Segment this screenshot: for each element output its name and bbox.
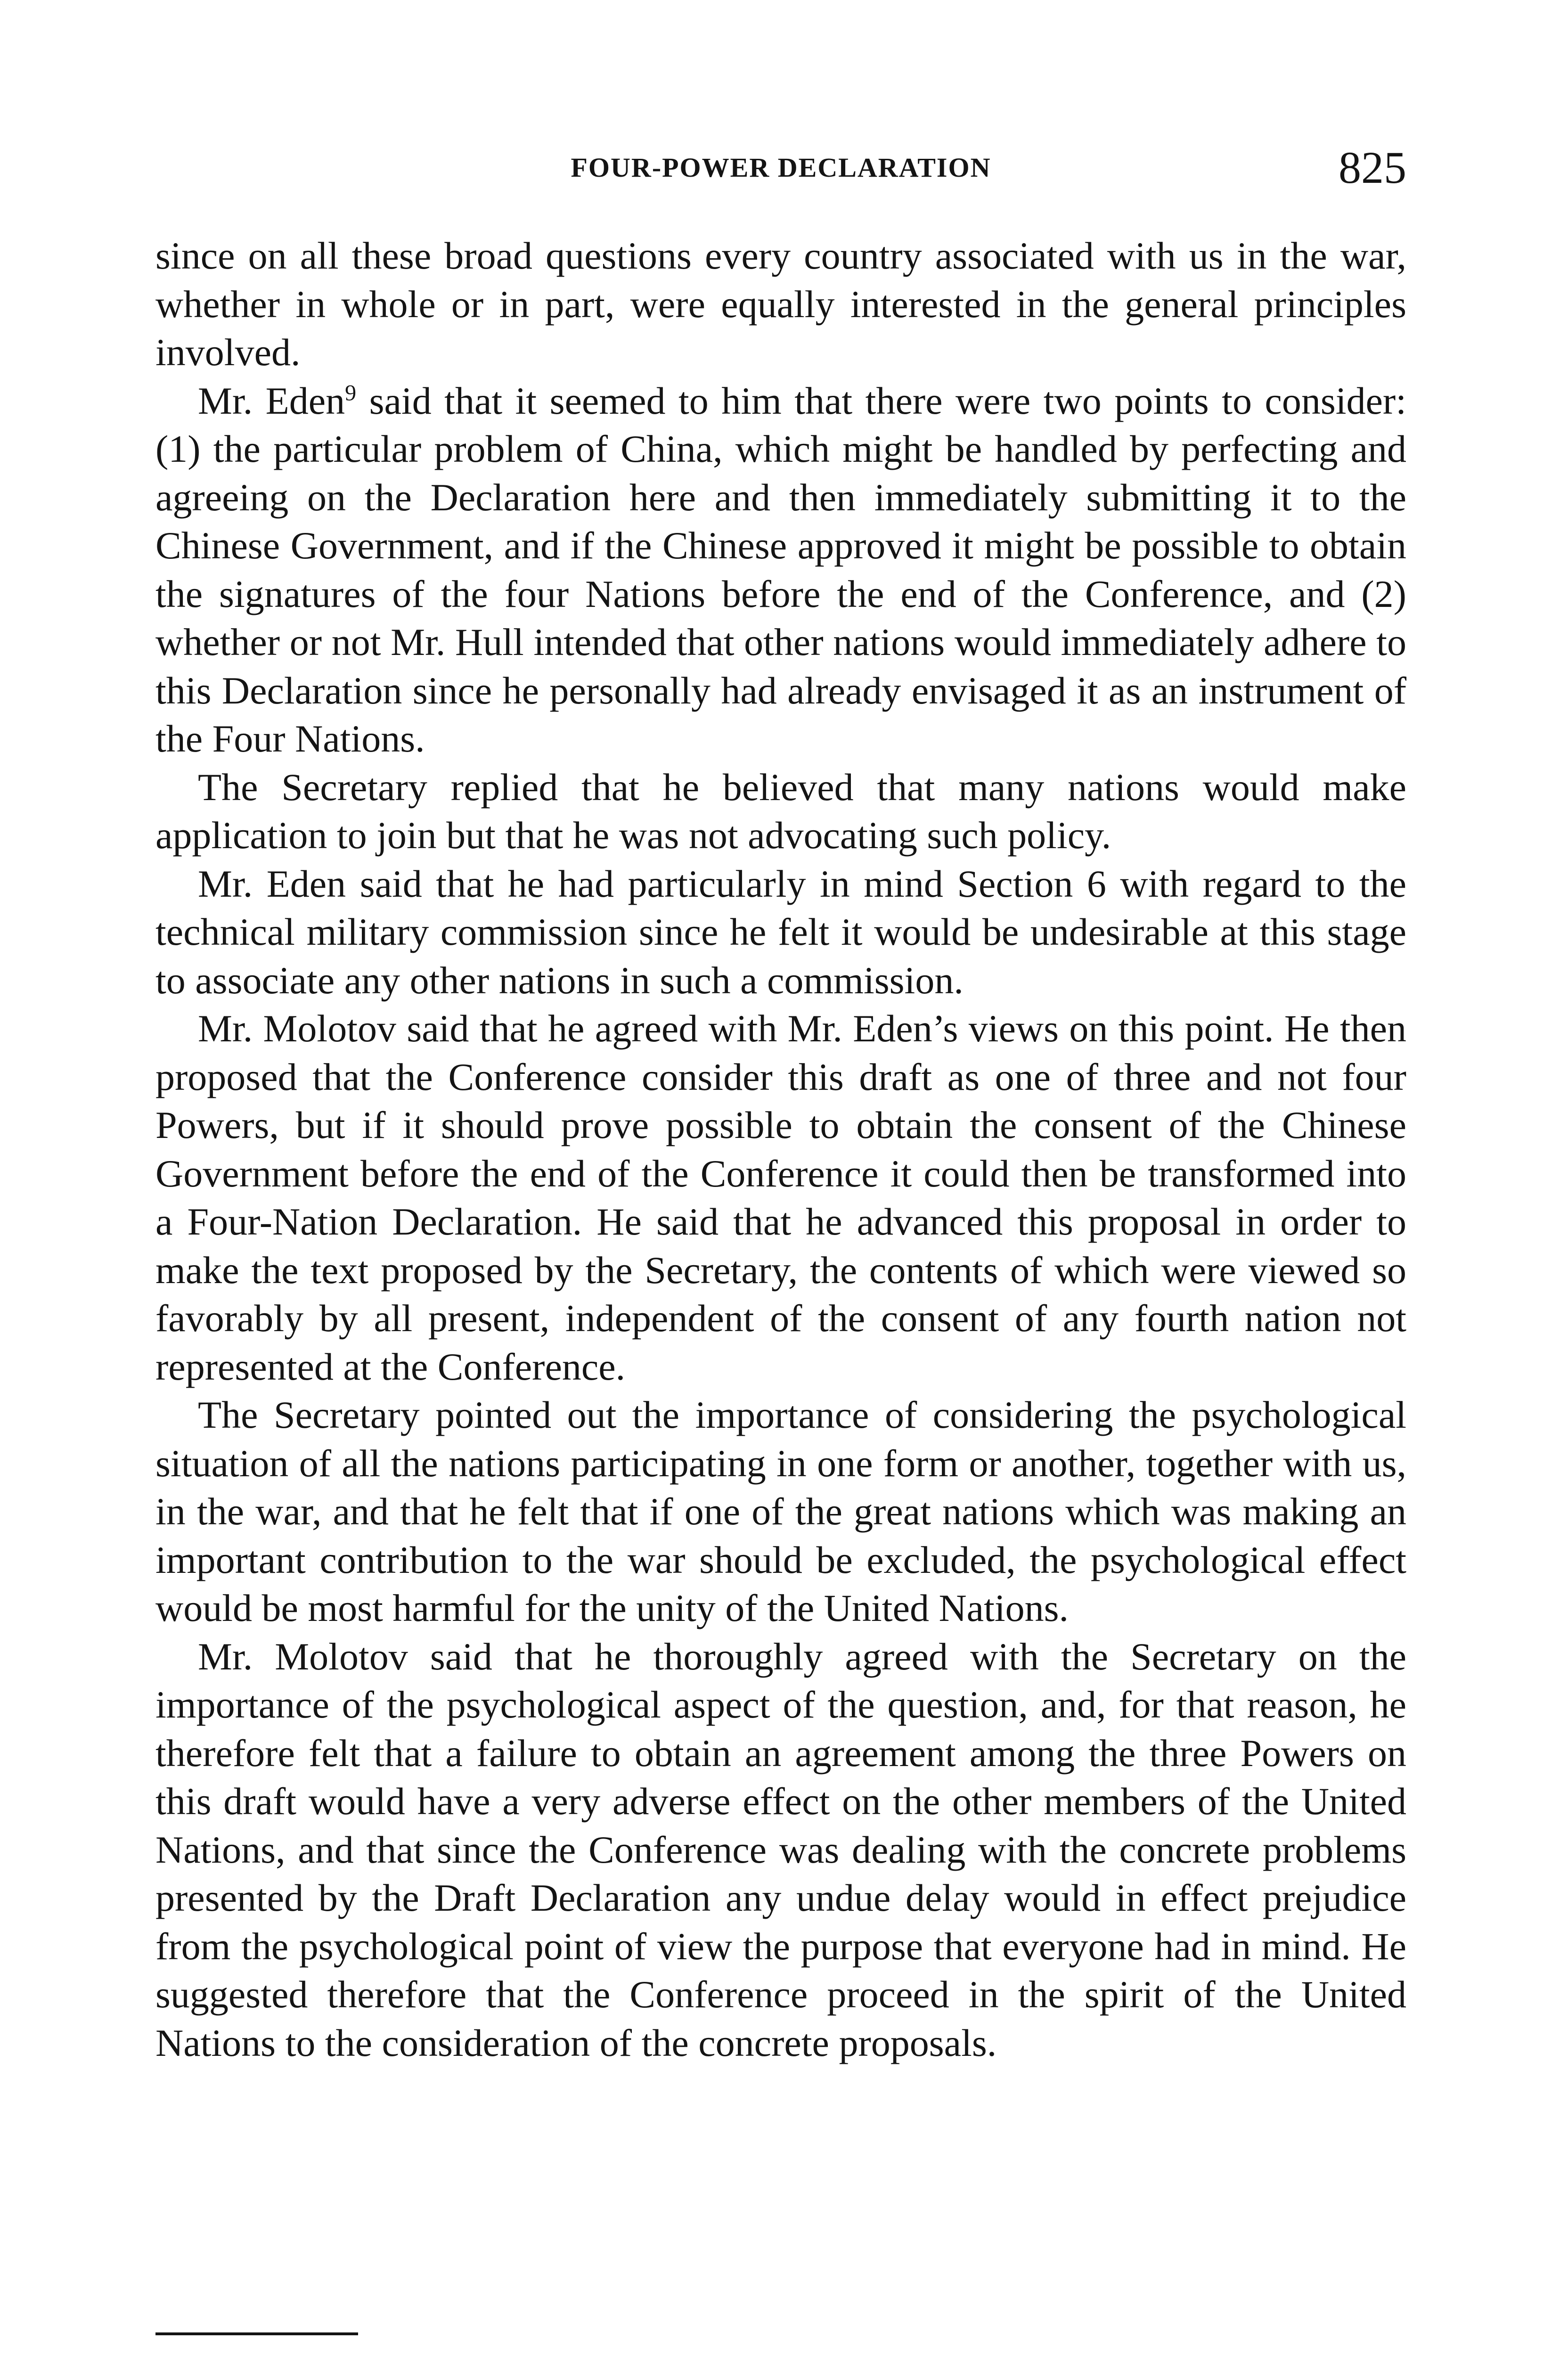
paragraph-continuation: since on all these broad questions every country associated with us in the war, whether in whole or in part, were equally interested in the general principles involved. xyxy=(155,234,1406,374)
running-title: FOUR-POWER DECLARATION xyxy=(571,152,991,183)
paragraph-molotov-proposal: Mr. Molotov said that he agreed with Mr. Eden’s views on this point. He then proposed that the Conference consider this draft as one of three and not four Powers, but if it should prove possible to obtain the consent of the Chinese Government before the end of the Conference it could then be transformed into a Four-Nation Declaration. He said that he advanced this proposal in order to make the text proposed by the Secretary, the contents of which were viewed so favorably by all present, independent of the consent of any fourth nation not represented at the Conference. xyxy=(155,1007,1406,1388)
body-text xyxy=(155,232,1406,2067)
page-number: 825 xyxy=(1339,142,1406,193)
footnote-divider xyxy=(155,2332,358,2335)
paragraph-eden-two-points xyxy=(155,377,1406,763)
paragraph-secretary-reply: The Secretary replied that he believed that many nations would make application to join but that he was not advocating such policy. xyxy=(155,765,1406,857)
paragraph-eden-section-6: Mr. Eden said that he had particularly in mind Section 6 with regard to the technical military commission since he felt it would be undesirable at this stage to associate any other nations in such a commission. xyxy=(155,862,1406,1002)
page-header xyxy=(155,141,1406,198)
paragraph-text: Mr. Eden xyxy=(198,379,345,422)
paragraph-secretary-psychological: The Secretary pointed out the importance of considering the psychological situation of all the nations participating in one form or another, together with us, in the war, and that he felt that if one of the great nations which was making an important contribution to the war should be excluded, the psychological effect would be most harmful for the unity of the United Nations. xyxy=(155,1393,1406,1629)
footnote-reference: 9 xyxy=(345,380,357,406)
paragraph-text: said that it seemed to him that there were two points to consider: (1) the particular problem of China, which might be handled by perfecting and agreeing on the Declaration here and then immediately submitting it to the Chinese Government, and if the Chinese approved it might be possible to obtain the signatures of the four Nations before the end of the Conference, and (2) whether or not Mr. Hull intended that other nations would immediately adhere to this Declaration since he personally had already envisaged it as an instrument of the Four Nations. xyxy=(155,379,1407,760)
paragraph-molotov-agreement: Mr. Molotov said that he thoroughly agreed with the Secretary on the importance of the psychological aspect of the question, and, for that reason, he therefore felt that a failure to obtain an agreement among the three Powers on this draft would have a very adverse effect on the other members of the United Nations, and that since the Conference was dealing with the concrete problems presented by the Draft Declaration any undue delay would in effect prejudice from the psychological point of view the purpose that everyone had in mind. He suggested therefore that the Conference proceed in the spirit of the United Nations to the consideration of the concrete proposals. xyxy=(155,1635,1406,2064)
